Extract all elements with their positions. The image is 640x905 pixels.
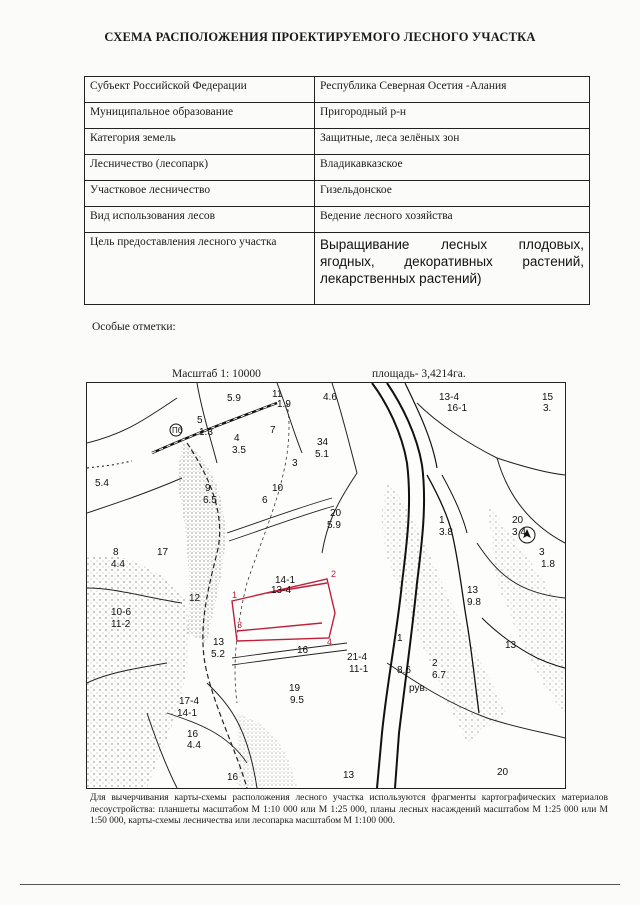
forest-map	[86, 382, 566, 789]
svg-text:Пб: Пб	[172, 426, 183, 435]
map-label: 4	[234, 433, 240, 444]
map-label: 9.5	[290, 695, 304, 706]
map-label: 6.7	[432, 670, 446, 681]
map-label: 7	[270, 425, 276, 436]
special-notes-label: Особые отметки:	[92, 321, 176, 333]
map-label: 16	[297, 645, 309, 656]
map-label: 14-1	[275, 575, 296, 586]
map-label: 17-4	[179, 696, 200, 707]
map-label: 13	[343, 770, 355, 781]
map-label: 13-4	[271, 585, 292, 596]
map-label: 9	[205, 483, 211, 494]
map-label: 3.	[543, 403, 552, 414]
map-label: 4.4	[187, 740, 201, 751]
row-value: Владикавказское	[315, 155, 590, 181]
map-label: 1.3	[199, 427, 213, 438]
plot-corner-label: 2	[331, 569, 337, 579]
plot-corner-label: 1	[232, 590, 238, 600]
table-row	[85, 181, 590, 207]
row-value: Защитные, леса зелёных зон	[315, 129, 590, 155]
map-label: 1.9	[277, 399, 291, 410]
map-label: 5	[197, 415, 203, 426]
map-label: 13	[213, 637, 225, 648]
map-label: 15	[542, 392, 554, 403]
map-label: 19	[289, 683, 301, 694]
map-label: 4.6	[323, 392, 337, 403]
row-label: Категория земель	[85, 129, 315, 155]
map-label: 5.9	[327, 520, 341, 531]
map-label: 34	[317, 437, 329, 448]
row-label: Лесничество (лесопарк)	[85, 155, 315, 181]
table-row	[85, 103, 590, 129]
row-label: Вид использования лесов	[85, 207, 315, 233]
map-label: рув.	[409, 683, 428, 694]
purpose-value: Выращивание лесных плодовых, ягодных, декоративных растений, лекарственных растений)	[315, 233, 590, 305]
map-label: 20	[512, 515, 524, 526]
row-label: Муниципальное образование	[85, 103, 315, 129]
map-label: 2	[432, 658, 438, 669]
map-label: 3.5	[232, 445, 246, 456]
table-row	[85, 129, 590, 155]
map-label: 17	[157, 547, 169, 558]
row-value: Республика Северная Осетия -Алания	[315, 77, 590, 103]
footnote: Для вычерчивания карты-схемы расположения лесного участка используются фрагменты картографических материалов лесоустройства: планшеты масштабом М 1:10 000 или М 1:25 000, планы лесных насаждений масштабом М 1:25 000 или М 1:50 000, карты-схемы лесничества или лесопарка масштабом М 1:100 000.	[90, 793, 608, 826]
map-label: 5.2	[211, 649, 225, 660]
map-label: 6	[262, 495, 268, 506]
map-label: 10-6	[111, 607, 132, 618]
map-label: 8	[113, 547, 119, 558]
map-label: 11-1	[349, 664, 369, 675]
map-label: 16-1	[447, 403, 468, 414]
map-label: 4.4	[111, 559, 125, 570]
table-row	[85, 233, 590, 305]
row-value: Пригородный р-н	[315, 103, 590, 129]
bottom-divider	[20, 884, 620, 885]
map-label: 13	[467, 585, 479, 596]
map-label: 5.1	[315, 449, 329, 460]
map-label: 1.8	[541, 559, 555, 570]
map-label: 20	[330, 508, 342, 519]
terrain-shading	[87, 443, 565, 788]
map-label: 11	[272, 389, 283, 400]
map-label: 3	[292, 458, 298, 469]
row-value: Ведение лесного хозяйства	[315, 207, 590, 233]
map-label: 13	[505, 640, 517, 651]
row-label: Цель предоставления лесного участка	[85, 233, 315, 305]
map-label: 21-4	[347, 652, 368, 663]
plot-corner-label: 3	[237, 620, 243, 630]
map-label: 3.4	[512, 527, 526, 538]
row-value: Гизельдонское	[315, 181, 590, 207]
document-title: СХЕМА РАСПОЛОЖЕНИЯ ПРОЕКТИРУЕМОГО ЛЕСНОГО УЧАСТКА	[104, 30, 536, 44]
map-label: 1	[397, 633, 403, 644]
map-label: 12	[189, 593, 201, 604]
map-label: 16	[187, 729, 199, 740]
map-label: 3.8	[439, 527, 453, 538]
map-label: 3	[539, 547, 545, 558]
row-label: Субъект Российской Федерации	[85, 77, 315, 103]
table-row	[85, 155, 590, 181]
survey-marker-icon	[170, 424, 183, 436]
info-table	[84, 76, 590, 305]
map-label: 16	[227, 772, 239, 783]
table-row	[85, 77, 590, 103]
map-label: 1	[439, 515, 445, 526]
map-label: 6.5	[203, 495, 217, 506]
plot-corner-label: 4	[327, 637, 333, 647]
map-label: 13-4	[439, 392, 460, 403]
map-label: 9.8	[467, 597, 481, 608]
map-label: 14-1	[177, 708, 198, 719]
map-label: 11-2	[111, 619, 131, 630]
map-label: 8.6	[397, 665, 411, 676]
row-label: Участковое лесничество	[85, 181, 315, 207]
map-label: 5.4	[95, 478, 109, 489]
map-scale: Масштаб 1: 10000	[172, 368, 261, 380]
table-row	[85, 207, 590, 233]
map-label: 20	[497, 767, 509, 778]
forest-map-svg	[87, 383, 565, 788]
map-label: 10	[272, 483, 284, 494]
plot-area: площадь- 3,4214га.	[372, 368, 466, 380]
map-label: 5.9	[227, 393, 241, 404]
